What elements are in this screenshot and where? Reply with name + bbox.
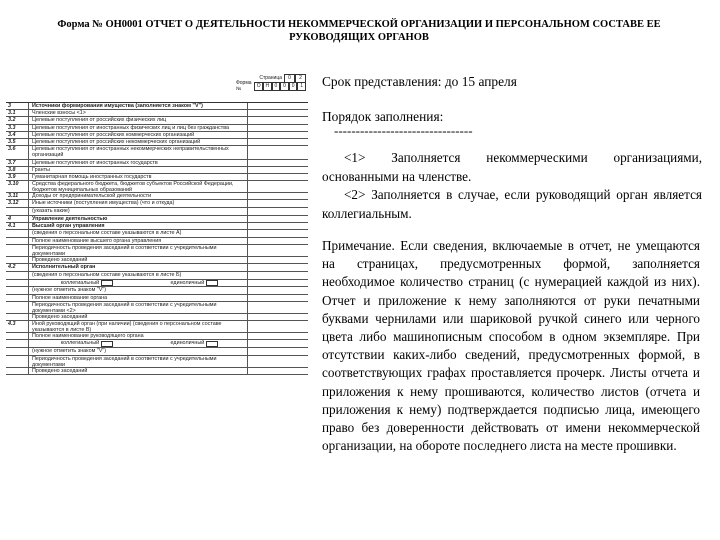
form-row-number: 3.6: [6, 146, 29, 158]
form-row-number: [6, 333, 29, 339]
form-row-text: Проведено заседаний: [29, 368, 248, 374]
form-row-number: 3.1: [6, 110, 29, 116]
form-option-label: единоличный: [170, 279, 205, 286]
form-row: [6, 117, 308, 124]
form-row-entry: [248, 245, 308, 256]
form-row: [6, 200, 308, 207]
form-scan: [6, 74, 308, 474]
form-option-label: коллегиальный: [60, 340, 100, 347]
form-row-number: [6, 314, 29, 320]
form-row-entry: [248, 230, 308, 237]
form-row-number: [6, 356, 29, 367]
form-row-entry: [248, 117, 308, 123]
form-row-entry: [248, 103, 308, 109]
form-checkbox: [101, 341, 113, 347]
form-row: [6, 208, 308, 216]
form-row-number: 3.12: [6, 200, 29, 206]
page-cell: 2: [295, 74, 306, 83]
form-row-number: 4.3: [6, 321, 29, 332]
form-row-text: Проведено заседаний: [29, 257, 248, 263]
form-row-text: Полное наименование высшего органа управления: [29, 238, 248, 244]
form-row-text: Целевые поступления от российских физических лиц: [29, 117, 248, 123]
page-title: Форма № ОН0001 ОТЧЕТ О ДЕЯТЕЛЬНОСТИ НЕКОММЕРЧЕСКОЙ ОРГАНИЗАЦИИ И ПЕРСОНАЛЬНОМ СОСТАВЕ ЕЕ РУКОВОДЯЩИХ ОРГАНОВ: [57, 19, 661, 43]
form-row-entry: [248, 272, 308, 279]
form-label: Форма №: [235, 79, 252, 92]
form-row-options: [29, 340, 248, 346]
form-row-entry: [248, 193, 308, 199]
form-row-entry: [248, 238, 308, 244]
note-paragraph: Примечание. Если сведения, включаемые в отчет, не умещаются на страницах, предусмотренных формой, заполняется необходимое количество страниц (с нумерацией каждой из них). Отчет и приложение к нему заполняются от руки печатными буквами чернилами или шариковой ручкой синего или черного цвета либо машинописным способом в одном экземпляре. При отсутствии каких-либо сведений, предусмотренных формой, в соответствующих графах проставляется прочерк. Листы отчета и приложения к нему прошиваются, количество листов (отчета и приложения к нему) подтверждается подписью лица, имеющего право без доверенности действовать от имени некоммерческой организации, на обороте последнего листа на месте прошивки.: [322, 238, 700, 454]
form-row: [6, 356, 308, 368]
form-cell: 1: [297, 82, 306, 91]
footnote-divider: --------------------------------: [334, 123, 473, 138]
deadline-text: Срок представления: до 15 апреля: [322, 74, 517, 89]
form-row-number: 3.10: [6, 181, 29, 192]
form-row-entry: [248, 216, 308, 222]
form-stamp: [236, 74, 306, 90]
form-row-number: [6, 280, 29, 286]
form-cell: Н: [263, 82, 272, 91]
form-row-number: 3.2: [6, 117, 29, 123]
form-row-entry: [248, 223, 308, 229]
form-option-label: единоличный: [170, 340, 205, 347]
form-option: [171, 280, 219, 286]
form-row-text: Управление деятельностью: [29, 216, 248, 222]
form-row-text: Периодичность проведения заседаний в соответствии с учредительными документами: [29, 245, 248, 256]
form-cell: 0: [280, 82, 289, 91]
form-row-text: (нужное отметить знаком "V"): [29, 287, 248, 294]
form-row-entry: [248, 167, 308, 173]
order-heading: Порядок заполнения:: [322, 109, 444, 124]
form-row-number: [6, 238, 29, 244]
form-row: [6, 280, 308, 287]
form-row-entry: [248, 302, 308, 313]
form-row-entry: [248, 200, 308, 206]
form-row: [6, 295, 308, 302]
form-row-entry: [248, 110, 308, 116]
form-row-number: 3.4: [6, 132, 29, 138]
form-table: [6, 102, 308, 375]
form-row-entry: [248, 314, 308, 320]
form-row-number: 3.5: [6, 139, 29, 145]
form-row-number: [6, 287, 29, 294]
form-row-number: [6, 295, 29, 301]
form-row: [6, 302, 308, 314]
form-row-text: (сведения о персональном составе указываются в листе Б): [29, 272, 248, 279]
form-row: [6, 272, 308, 280]
form-row: [6, 139, 308, 146]
form-row-number: 3: [6, 103, 29, 109]
form-row: [6, 181, 308, 193]
form-row: [6, 340, 308, 347]
form-row-entry: [248, 181, 308, 192]
form-cell: 0: [289, 82, 298, 91]
form-row-entry: [248, 287, 308, 294]
form-row: [6, 348, 308, 356]
form-row-text: Периодичность проведения заседаний в соответствии с учредительными документами: [29, 356, 248, 367]
form-row-text: Целевые поступления от иностранных государств: [29, 160, 248, 166]
form-row-text: (нужное отметить знаком "V"): [29, 348, 248, 355]
form-row-entry: [248, 208, 308, 215]
form-row: [6, 223, 308, 230]
page-cell: 0: [284, 74, 295, 83]
form-row: [6, 125, 308, 132]
form-row-entry: [248, 348, 308, 355]
form-row-entry: [248, 356, 308, 367]
form-row-number: [6, 257, 29, 263]
form-row-text: Высший орган управления: [29, 223, 248, 229]
form-row-entry: [248, 340, 308, 346]
form-row-entry: [248, 257, 308, 263]
form-row-text: Проведено заседаний: [29, 314, 248, 320]
form-row-number: [6, 230, 29, 237]
form-row: [6, 167, 308, 174]
form-row: [6, 230, 308, 238]
form-row-entry: [248, 321, 308, 332]
form-row: [6, 287, 308, 295]
form-row-entry: [248, 333, 308, 339]
form-row-text: (указать какие): [29, 208, 248, 215]
form-row-text: Полное наименование руководящего органа: [29, 333, 248, 339]
form-row: [6, 132, 308, 139]
form-row-number: 3.7: [6, 160, 29, 166]
form-row-number: 3.8: [6, 167, 29, 173]
footnote-1: <1> Заполняется некоммерческими организациями, основанными на членстве.: [322, 150, 702, 184]
form-row: [6, 160, 308, 167]
form-row-text: Источники формирования имущества (заполняется знаком "V"): [29, 103, 248, 109]
form-row-text: Иные источники (поступления имущества) (что и откуда): [29, 200, 248, 206]
form-row: [6, 321, 308, 333]
form-row-text: Полное наименование органа: [29, 295, 248, 301]
form-checkbox: [206, 341, 218, 347]
form-row: [6, 216, 308, 223]
form-row-text: (сведения о персональном составе указываются в листе А): [29, 230, 248, 237]
form-row-text: Целевые поступления от иностранных физических лиц и лиц без гражданства: [29, 125, 248, 131]
form-row-text: Периодичность проведения заседаний в соответствии с учредительными документами <2>: [29, 302, 248, 313]
form-row-entry: [248, 264, 308, 270]
form-row-entry: [248, 280, 308, 286]
form-row-options: [29, 280, 248, 286]
form-row-number: [6, 348, 29, 355]
form-row-entry: [248, 174, 308, 180]
form-row-number: [6, 368, 29, 374]
form-row: [6, 368, 308, 375]
form-row-text: Целевые поступления от российских коммерческих организаций: [29, 132, 248, 138]
form-row: [6, 146, 308, 159]
form-row-number: 4.1: [6, 223, 29, 229]
form-row-entry: [248, 139, 308, 145]
form-option: [61, 340, 113, 346]
form-row: [6, 245, 308, 257]
form-row-entry: [248, 132, 308, 138]
form-row-number: 3.3: [6, 125, 29, 131]
form-row-text: Членские взносы <1>: [29, 110, 248, 116]
form-cell: О: [254, 82, 263, 91]
form-row-number: [6, 340, 29, 346]
form-checkbox: [206, 280, 218, 286]
form-row-text: Исполнительный орган: [29, 264, 248, 270]
form-row-entry: [248, 146, 308, 158]
form-row-number: 4.2: [6, 264, 29, 270]
form-option: [171, 340, 219, 346]
form-row-text: Средства федерального бюджета, бюджетов субъектов Российской Федерации, бюджетов муниципальных образований: [29, 181, 248, 192]
form-row-number: 3.11: [6, 193, 29, 199]
form-row-entry: [248, 368, 308, 374]
form-option: [61, 280, 113, 286]
form-row-text: Гуманитарная помощь иностранных государств: [29, 174, 248, 180]
form-row-text: Целевые поступления от российских некоммерческих организаций: [29, 139, 248, 145]
form-number-row: [235, 79, 306, 92]
form-row-text: Иной руководящий орган (при наличии) (сведения о персональном составе указываются в листе В): [29, 321, 248, 332]
form-row-text: Целевые поступления от иностранных некоммерческих неправительственных организаций: [29, 146, 248, 158]
form-option-label: коллегиальный: [60, 279, 100, 286]
form-row-number: [6, 272, 29, 279]
footnote-2: <2> Заполняется в случае, если руководящий орган является коллегиальным.: [322, 187, 702, 221]
form-row-text: Гранты: [29, 167, 248, 173]
form-row-number: 4: [6, 216, 29, 222]
form-row-number: [6, 245, 29, 256]
form-row-number: [6, 208, 29, 215]
form-row: [6, 264, 308, 271]
form-row-entry: [248, 125, 308, 131]
form-row-number: 3.9: [6, 174, 29, 180]
form-row-entry: [248, 295, 308, 301]
form-row-number: [6, 302, 29, 313]
form-cell: 0: [272, 82, 281, 91]
page-label: Страница: [259, 74, 282, 81]
form-row: [6, 103, 308, 110]
form-row-entry: [248, 160, 308, 166]
form-checkbox: [101, 280, 113, 286]
form-row: [6, 193, 308, 200]
form-row: [6, 333, 308, 340]
form-row-text: Доходы от предпринимательской деятельности: [29, 193, 248, 199]
